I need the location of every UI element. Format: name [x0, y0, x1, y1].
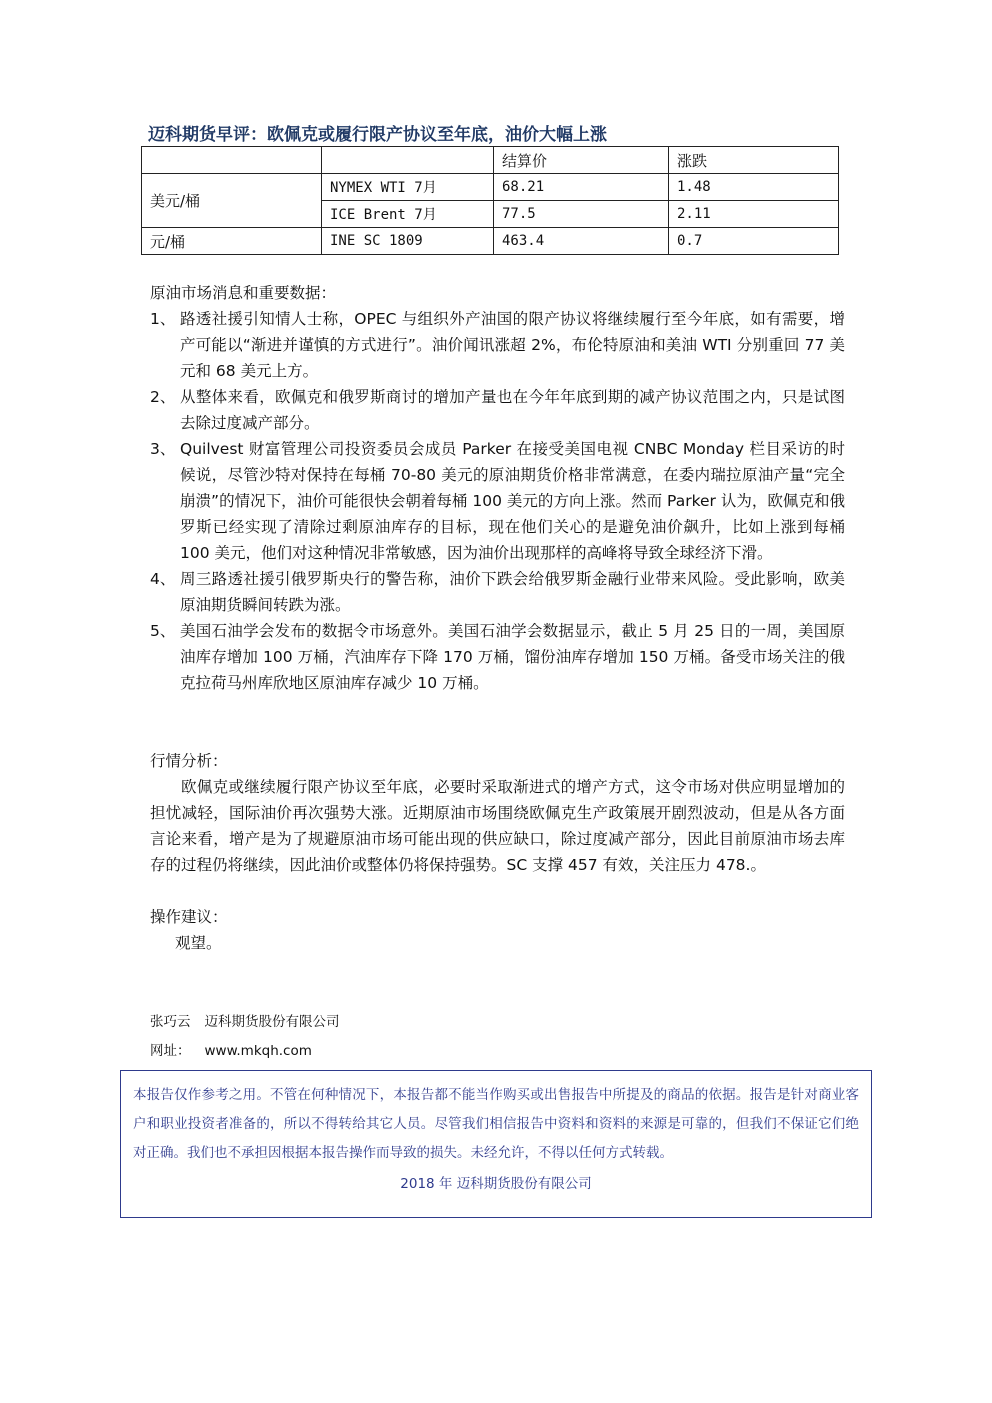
analysis-heading: 行情分析： [150, 752, 228, 770]
disclaimer-text: 本报告仅作参考之用。不管在何种情况下，本报告都不能当作购买或出售报告中所提及的商品的依据。报告是针对商业客户和职业投资者准备的，所以不得转给其它人员。尽管我们相信报告中资料和资料的来源是可靠的，但我们不保证它们绝对正确。我们也不承担因根据本报告操作而导致的损失。未经允许，不得以任何方式转载。 [133, 1087, 859, 1161]
company-name: 迈科期货股份有限公司 [204, 1014, 340, 1030]
table-row [142, 228, 839, 255]
author-name: 张巧云 [150, 1014, 191, 1030]
table-row [142, 174, 839, 201]
author-line [150, 1010, 340, 1030]
contract-cell: NYMEX WTI 7月 [322, 174, 494, 201]
list-item [150, 384, 845, 436]
table-header-cell [322, 147, 494, 174]
unit-cell: 美元/桶 [142, 174, 322, 228]
change-cell: 0.7 [669, 228, 839, 255]
news-heading: 原油市场消息和重要数据： [150, 284, 337, 302]
list-text: 美国石油学会发布的数据令市场意外。美国石油学会数据显示，截止 5 月 25 日的一周，美国原油库存增加 100 万桶，汽油库存下降 170 万桶，馏份油库存增加 150 万桶。备受市场关注的俄克拉荷马州库欣地区原油库存减少 10 万桶。 [180, 622, 845, 692]
news-list [150, 306, 845, 696]
price-table [141, 146, 839, 255]
list-number: 4、 [150, 570, 176, 588]
disclaimer-signature: 2018 年 迈科期货股份有限公司 [400, 1176, 592, 1192]
price-cell: 68.21 [494, 174, 669, 201]
change-cell: 2.11 [669, 201, 839, 228]
list-text: Quilvest 财富管理公司投资委员会成员 Parker 在接受美国电视 CNBC Monday 栏目采访的时候说，尽管沙特对保持在每桶 70-80 美元的原油期货价格非常满意，在委内瑞拉原油产量“完全崩溃”的情况下，油价可能很快会朝着每桶 100 美元的方向上涨。然而 Parker 认为，欧佩克和俄罗斯已经实现了清除过剩原油库存的目标，现在他们关心的是避免油价飙升，比如上涨到每桶 100 美元，他们对这种情况非常敏感，因为油价出现那样的高峰将导致全球经济下滑。 [180, 440, 845, 562]
list-item [150, 618, 845, 696]
contract-cell: INE SC 1809 [322, 228, 494, 255]
list-text: 从整体来看，欧佩克和俄罗斯商讨的增加产量也在今年年底到期的减产协议范围之内，只是试图去除过度减产部分。 [180, 388, 845, 432]
list-number: 5、 [150, 622, 176, 640]
website-label: 网址： [150, 1043, 191, 1059]
price-cell: 463.4 [494, 228, 669, 255]
table-header-change: 涨跌 [669, 147, 839, 174]
table-header-row [142, 147, 839, 174]
list-item [150, 566, 845, 618]
list-number: 2、 [150, 388, 176, 406]
website-line [150, 1039, 312, 1059]
list-number: 1、 [150, 310, 176, 328]
disclaimer-box [120, 1070, 872, 1218]
list-item [150, 306, 845, 384]
list-item [150, 436, 845, 566]
table-header-settle: 结算价 [494, 147, 669, 174]
list-text: 路透社援引知情人士称，OPEC 与组织外产油国的限产协议将继续履行至今年底，如有需要，增产可能以“渐进并谨慎的方式进行”。油价闻讯涨超 2%，布伦特原油和美油 WTI 分别重回 77 美元和 68 美元上方。 [180, 310, 845, 380]
price-cell: 77.5 [494, 201, 669, 228]
list-number: 3、 [150, 440, 176, 458]
list-text: 周三路透社援引俄罗斯央行的警告称，油价下跌会给俄罗斯金融行业带来风险。受此影响，欧美原油期货瞬间转跌为涨。 [180, 570, 845, 614]
unit-cell: 元/桶 [142, 228, 322, 255]
advice-body: 观望。 [175, 934, 222, 952]
change-cell: 1.48 [669, 174, 839, 201]
contract-cell: ICE Brent 7月 [322, 201, 494, 228]
website-link[interactable]: www.mkqh.com [204, 1043, 312, 1059]
table-header-cell [142, 147, 322, 174]
analysis-body: 欧佩克或继续履行限产协议至年底，必要时采取渐进式的增产方式，这令市场对供应明显增加的担忧减轻，国际油价再次强势大涨。近期原油市场围绕欧佩克生产政策展开剧烈波动，但是从各方面言论来看，增产是为了规避原油市场可能出现的供应缺口，除过度减产部分，因此目前原油市场去库存的过程仍将继续，因此油价或整体仍将保持强势。SC 支撑 457 有效，关注压力 478.。 [150, 778, 845, 874]
advice-heading: 操作建议： [150, 908, 228, 926]
report-title: 迈科期货早评：欧佩克或履行限产协议至年底，油价大幅上涨 [148, 125, 607, 145]
